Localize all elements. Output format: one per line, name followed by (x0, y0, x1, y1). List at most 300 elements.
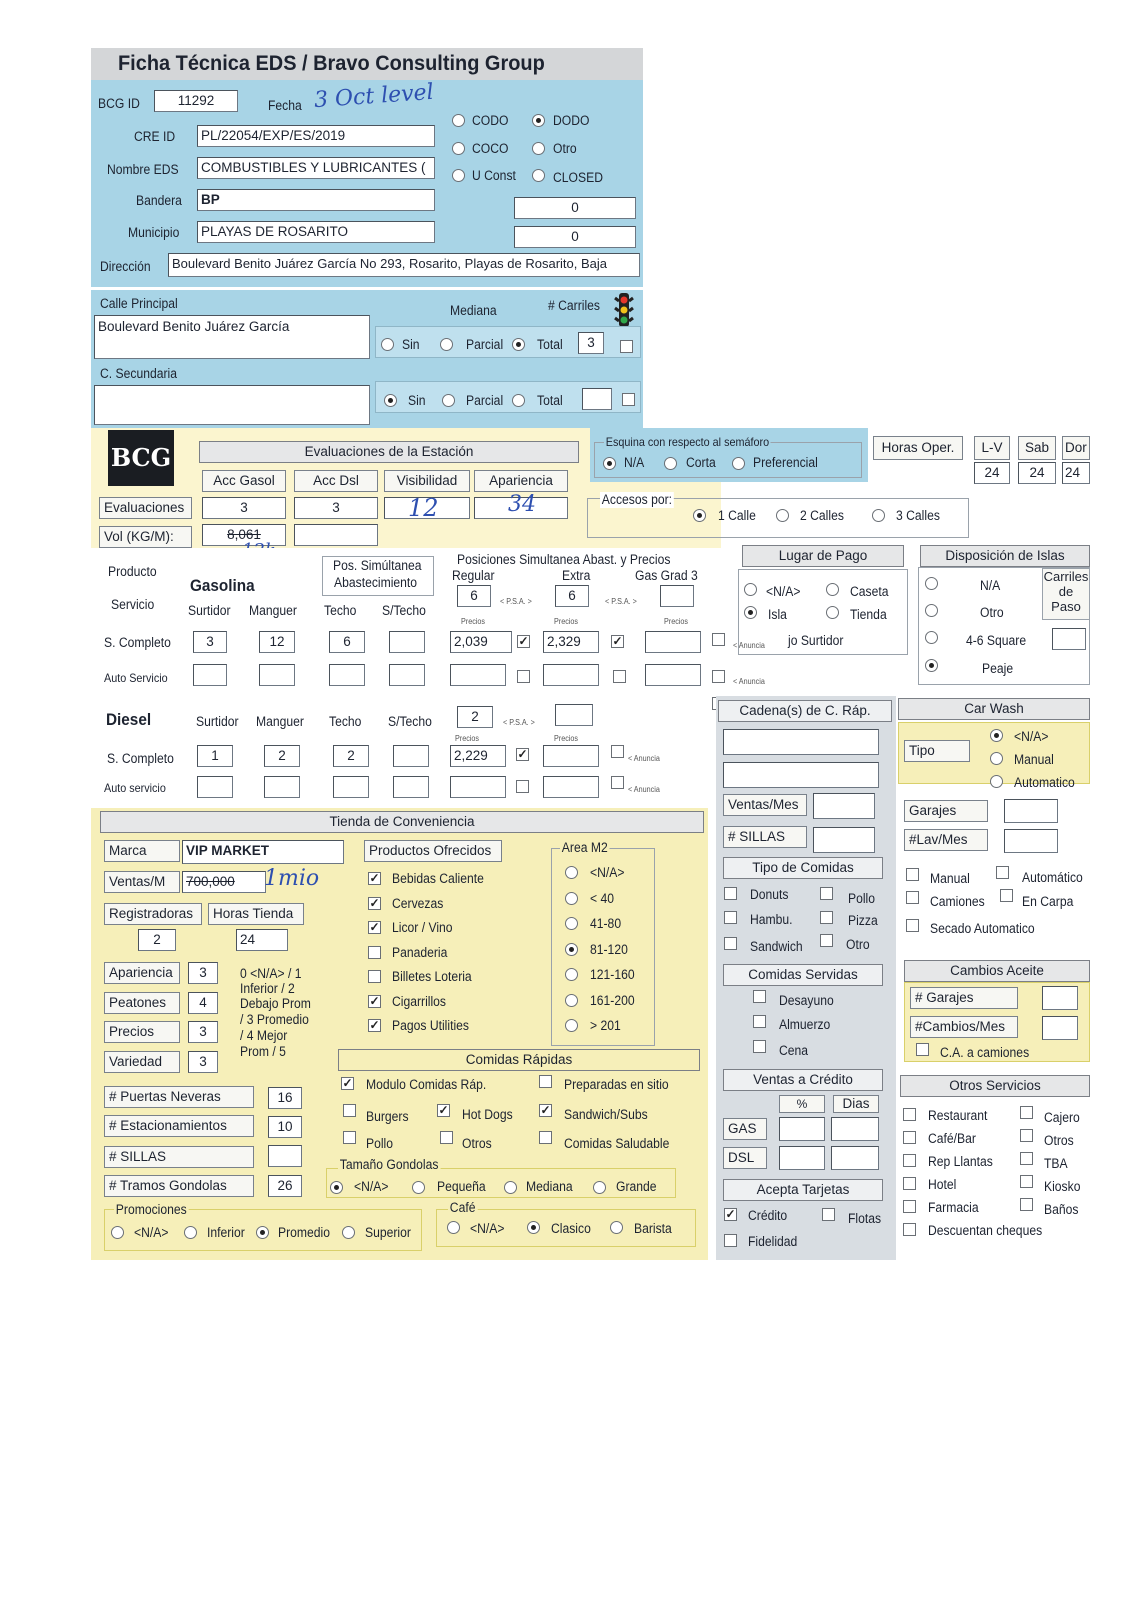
aceite-title: Cambios Aceite (904, 960, 1090, 982)
manguer-label: Manguer (249, 603, 297, 618)
gas-sc-extra-precio[interactable]: 2,329 (543, 631, 599, 653)
fidelidad-checkbox[interactable] (724, 1234, 737, 1247)
as-regular-checkbox[interactable] (517, 670, 530, 683)
dsl-as-stecho[interactable] (393, 776, 429, 798)
estac-field[interactable]: 10 (268, 1116, 302, 1138)
producto-label: Cigarrillos (392, 993, 447, 1009)
psa-2: < P.S.A. > (605, 597, 637, 606)
horas-lv-field[interactable]: 24 (974, 462, 1010, 484)
radio-uconst[interactable] (452, 169, 465, 182)
esquina-corta-label: Corta (686, 455, 716, 470)
horas-lv-label: L-V (974, 436, 1010, 460)
gondolas-title: Tamaño Gondolas (339, 1157, 439, 1172)
cad-otro-label: Otro (846, 937, 870, 952)
camiones-label: Camiones (930, 894, 985, 909)
pos-header: Posiciones Simultanea Abast. y Precios (457, 552, 671, 567)
pago-surtidor-label: jo Surtidor (788, 633, 844, 648)
almuerzo-checkbox[interactable] (753, 1015, 766, 1028)
precios-label-3: Precios (664, 617, 689, 626)
radio-promo-na[interactable] (111, 1226, 124, 1239)
radio-gondolas-pequena[interactable] (412, 1181, 425, 1194)
dsl-as-checkbox-2[interactable] (611, 776, 624, 789)
col-acc-dsl: Acc Dsl (294, 470, 378, 492)
techo-label: Techo (324, 603, 357, 618)
garajes-label: Garajes (904, 800, 988, 822)
aceite-garajes-field[interactable] (1042, 986, 1078, 1010)
cafe-clasico-label: Clasico (551, 1221, 591, 1236)
uconst-label: U Const (472, 168, 516, 183)
tramos-label: # Tramos Gondolas (104, 1175, 254, 1197)
diesel-manguer-label: Manguer (256, 714, 304, 729)
promo-promedio-label: Promedio (278, 1225, 331, 1240)
direccion-label: Dirección (100, 259, 151, 274)
dsl-as-anuncia: < Anuncia (628, 785, 660, 794)
cad-otro-checkbox[interactable] (820, 934, 833, 947)
radio-accesos-1[interactable] (693, 509, 706, 522)
cadenas-sillas-field[interactable] (813, 827, 875, 853)
bcg-id-label: BCG ID (98, 96, 140, 111)
gas3-pos-field[interactable] (660, 585, 694, 607)
apariencia-field[interactable]: 3 (188, 962, 218, 984)
radio-secundaria-sin[interactable] (384, 394, 397, 407)
precios-label-1: Precios (461, 617, 486, 626)
desayuno-checkbox[interactable] (753, 990, 766, 1003)
cena-checkbox[interactable] (753, 1040, 766, 1053)
gas-as-stecho[interactable] (389, 664, 425, 686)
radio-esquina-na[interactable] (603, 457, 616, 470)
secundaria-checkbox[interactable] (622, 393, 635, 406)
carpa-checkbox[interactable] (1000, 889, 1013, 902)
lav-field[interactable] (1004, 829, 1058, 853)
otros-servicio-label: Otros (1044, 1133, 1074, 1148)
bcg-id-field[interactable]: 11292 (154, 90, 238, 112)
otros-servicio-label: Hotel (928, 1177, 957, 1192)
saludable-checkbox[interactable] (539, 1131, 552, 1144)
comidas-servidas-title: Comidas Servidas (723, 964, 883, 986)
otros-servicio-checkbox[interactable] (1020, 1129, 1033, 1142)
area-radio[interactable] (565, 943, 578, 956)
sin-label: Sin (402, 337, 420, 352)
dsl-as-checkbox[interactable] (516, 780, 529, 793)
diesel-pos-field[interactable]: 2 (457, 706, 493, 728)
area-radio[interactable] (565, 968, 578, 981)
dsl-as-precio-2[interactable] (543, 776, 599, 798)
abast-label: Abastecimiento (334, 575, 418, 590)
sillas-field[interactable] (268, 1145, 302, 1167)
radio-accesos-3[interactable] (872, 509, 885, 522)
bcg-logo: BCG (108, 430, 174, 486)
islas-sq-label: 4-6 Square (966, 633, 1027, 648)
escala-5: Prom / 5 (240, 1044, 286, 1059)
ventas-field[interactable]: 700,000 (182, 871, 266, 893)
closed-label: CLOSED (553, 170, 603, 185)
area-radio[interactable] (565, 892, 578, 905)
col-acc-gasol: Acc Gasol (202, 470, 286, 492)
fidelidad-label: Fidelidad (748, 1234, 798, 1249)
cadenas-sillas-label: # SILLAS (723, 826, 807, 848)
gas-sc-gas3-precio[interactable] (645, 631, 701, 653)
producto-checkbox[interactable] (368, 946, 381, 959)
otros-servicio-checkbox[interactable] (1020, 1106, 1033, 1119)
mediana-label: Mediana (450, 303, 497, 318)
radio-pago-caseta[interactable] (826, 583, 839, 596)
diesel-stecho-label: S/Techo (388, 714, 432, 729)
ca-camiones-checkbox[interactable] (916, 1043, 929, 1056)
gas-as-manguer[interactable] (259, 664, 295, 686)
gas-sc-surtidor[interactable]: 3 (193, 631, 227, 653)
puertas-field[interactable]: 16 (268, 1087, 302, 1109)
gas-sc-techo[interactable]: 6 (329, 631, 365, 653)
cad-pollo-checkbox[interactable] (820, 887, 833, 900)
hotdogs-checkbox[interactable]: ✓ (438, 1103, 449, 1117)
area-radio[interactable] (565, 917, 578, 930)
psa-1: < P.S.A. > (500, 597, 532, 606)
escala-2: Debajo Prom (240, 996, 311, 1011)
radio-principal-sin[interactable] (381, 338, 394, 351)
radio-islas-na[interactable] (925, 577, 938, 590)
surtidor-label: Surtidor (188, 603, 231, 618)
municipio-field[interactable]: PLAYAS DE ROSARITO (197, 221, 435, 243)
radio-promo-promedio[interactable] (256, 1226, 269, 1239)
otros-servicio-checkbox[interactable] (1020, 1175, 1033, 1188)
radio-pago-isla[interactable] (744, 606, 757, 619)
vol-field-2[interactable] (294, 524, 378, 546)
dsl-sc-precio[interactable]: 2,229 (450, 745, 506, 767)
dsl-as-manguer[interactable] (264, 776, 300, 798)
cadenas-field-1[interactable] (723, 729, 879, 755)
burgers-checkbox[interactable] (343, 1104, 356, 1117)
peatones-field[interactable]: 4 (188, 992, 218, 1014)
ventas-label: Ventas/M (104, 871, 180, 893)
islas-na-label: N/A (980, 578, 1001, 593)
radio-codo[interactable] (452, 114, 465, 127)
marca-field[interactable]: VIP MARKET (182, 840, 344, 864)
tarjetas-title: Acepta Tarjetas (723, 1179, 883, 1201)
desayuno-label: Desayuno (779, 993, 834, 1008)
producto-checkbox[interactable]: ✓ (369, 993, 380, 1008)
otros-servicio-checkbox[interactable] (1020, 1152, 1033, 1165)
otros-servicio-label: Farmacia (928, 1200, 979, 1215)
extra-pos-field[interactable]: 6 (555, 585, 589, 607)
carriles-field[interactable]: 3 (578, 332, 604, 354)
evaluaciones-row-label: Evaluaciones (99, 497, 192, 519)
precios-label-2: Precios (554, 617, 579, 626)
radio-cafe-barista[interactable] (610, 1221, 623, 1234)
radio-promo-superior[interactable] (342, 1226, 355, 1239)
evaluaciones-title: Evaluaciones de la Estación (199, 441, 579, 463)
radio-closed[interactable] (532, 169, 545, 182)
ca-camiones-label: C.A. a camiones (940, 1045, 1030, 1060)
preparadas-label: Preparadas en sitio (564, 1077, 669, 1092)
otros-servicio-checkbox[interactable] (903, 1223, 916, 1236)
otros-servicio-label: TBA (1044, 1156, 1068, 1171)
automatico-label: Automático (1022, 870, 1083, 885)
radio-carwash-manual[interactable] (990, 752, 1003, 765)
radio-carwash-na[interactable] (990, 729, 1003, 742)
precios-field[interactable]: 3 (188, 1021, 218, 1043)
otros-servicio-checkbox[interactable] (903, 1131, 916, 1144)
radio-islas-otro[interactable] (925, 604, 938, 617)
radio-gondolas-grande[interactable] (593, 1181, 606, 1194)
anuncia-label-2: < Anuncia (733, 677, 765, 686)
calle-principal-label: Calle Principal (100, 296, 178, 311)
radio-dodo[interactable] (532, 114, 545, 127)
radio-promo-inferior[interactable] (184, 1226, 197, 1239)
otros-servicio-checkbox[interactable] (903, 1108, 916, 1121)
sin-label-2: Sin (408, 393, 426, 408)
carriles-checkbox[interactable] (620, 340, 633, 353)
diesel-auto-servicio-label: Auto servicio (104, 781, 166, 795)
dsl-as-techo[interactable] (333, 776, 369, 798)
cadenas-field-2[interactable] (723, 762, 879, 788)
col-apariencia: Apariencia (474, 470, 568, 492)
radio-islas-peaje[interactable] (925, 659, 938, 672)
tarjeta-credito-checkbox[interactable]: ✓ (725, 1207, 736, 1221)
producto-checkbox[interactable]: ✓ (369, 1018, 380, 1032)
radio-gondolas-mediana[interactable] (504, 1181, 517, 1194)
pago-na-label: <N/A> (766, 584, 801, 599)
bandera-field[interactable]: BP (197, 189, 435, 211)
hambu-checkbox[interactable] (724, 911, 737, 924)
secado-checkbox[interactable] (906, 919, 919, 932)
sillas-label: # SILLAS (104, 1146, 254, 1168)
preparadas-checkbox[interactable] (539, 1075, 552, 1088)
area-radio[interactable] (565, 866, 578, 879)
dsl-anuncia-checkbox-2[interactable] (611, 745, 624, 758)
cre-id-field[interactable]: PL/22054/EXP/ES/2019 (197, 125, 435, 147)
eval-acc-dsl[interactable]: 3 (294, 497, 378, 519)
calle-secundaria-field[interactable] (94, 385, 370, 425)
as-extra-checkbox[interactable] (613, 670, 626, 683)
producto-label: Billetes Loteria (392, 969, 472, 984)
gas-sc-regular-precio[interactable]: 2,039 (450, 631, 512, 653)
tramos-field[interactable]: 26 (268, 1175, 302, 1197)
automatico-checkbox[interactable] (996, 866, 1009, 879)
marca-label: Marca (104, 840, 180, 862)
municipio-label: Municipio (128, 225, 180, 240)
producto-label: Bebidas Caliente (392, 871, 484, 886)
dsl-sc-surtidor[interactable]: 1 (197, 745, 233, 767)
calle-principal-field[interactable]: Boulevard Benito Juárez García (94, 315, 370, 359)
credito-gas-dias[interactable] (831, 1117, 879, 1141)
dsl-sc-techo[interactable]: 2 (333, 745, 369, 767)
gas-as-regular-precio[interactable] (450, 664, 506, 686)
variedad-field[interactable]: 3 (188, 1051, 218, 1073)
radio-esquina-corta[interactable] (664, 457, 677, 470)
otros-servicio-checkbox[interactable] (1020, 1198, 1033, 1211)
direccion-field[interactable]: Boulevard Benito Juárez García No 293, Rosarito, Playas de Rosarito, Baja (168, 253, 640, 277)
producto-checkbox[interactable]: ✓ (369, 920, 380, 934)
modulo-label: Modulo Comidas Ráp. (366, 1077, 487, 1092)
modulo-checkbox[interactable]: ✓ (342, 1076, 353, 1090)
otros-servicio-checkbox[interactable] (903, 1200, 916, 1213)
radio-cafe-clasico[interactable] (527, 1221, 540, 1234)
comidas-rapidas-title: Comidas Rápidas (338, 1049, 700, 1071)
camiones-checkbox[interactable] (906, 891, 919, 904)
radio-esquina-pref[interactable] (732, 457, 745, 470)
nombre-eds-field[interactable]: COMBUSTIBLES Y LUBRICANTES ( (197, 157, 435, 179)
pizza-label: Pizza (848, 913, 878, 928)
gondolas-pequena-label: Pequeña (437, 1179, 486, 1194)
promo-title: Promociones (115, 1202, 187, 1217)
hw-visibilidad: 12 (408, 494, 439, 522)
accesos-2-label: 2 Calles (800, 508, 844, 523)
regular-pos-field[interactable]: 6 (457, 585, 491, 607)
regular-anuncia-checkbox[interactable]: ✓ (518, 634, 529, 648)
carriles-paso-label: Carriles de Paso (1042, 568, 1090, 620)
producto-label: Pagos Utilities (392, 1018, 469, 1033)
horas-sab-field[interactable]: 24 (1018, 462, 1056, 484)
otros-servicio-checkbox[interactable] (903, 1177, 916, 1190)
radio-secundaria-parcial[interactable] (442, 394, 455, 407)
s-completo-label: S. Completo (104, 635, 171, 650)
area-label: > 201 (590, 1018, 621, 1033)
vol-field[interactable]: 8,061 (202, 524, 286, 546)
producto-checkbox[interactable]: ✓ (369, 895, 380, 910)
radio-coco[interactable] (452, 142, 465, 155)
gas-sc-manguer[interactable]: 12 (259, 631, 295, 653)
dsl-as-surtidor[interactable] (197, 776, 233, 798)
traffic-light-icon (614, 292, 634, 328)
radio-gondolas-na[interactable] (330, 1181, 343, 1194)
flotas-checkbox[interactable] (822, 1208, 835, 1221)
islas-otro-label: Otro (980, 605, 1004, 620)
diesel-psa: < P.S.A. > (503, 718, 535, 727)
area-radio[interactable] (565, 1019, 578, 1032)
regular-label: Regular (452, 568, 495, 583)
coco-label: COCO (472, 141, 509, 156)
horas-dom-label: Dor (1062, 436, 1090, 460)
total-label-2: Total (537, 393, 563, 408)
dsl-anuncia-checkbox[interactable]: ✓ (517, 747, 528, 761)
carpa-label: En Carpa (1022, 894, 1074, 909)
radio-cafe-na[interactable] (447, 1221, 460, 1234)
productos-title: Productos Ofrecidos (364, 840, 502, 862)
pollo-label: Pollo (366, 1136, 394, 1151)
extra-anuncia-checkbox[interactable]: ✓ (612, 634, 623, 648)
saludable-label: Comidas Saludable (564, 1136, 670, 1151)
garajes-field[interactable] (1004, 799, 1058, 823)
pollo-checkbox[interactable] (343, 1131, 356, 1144)
radio-pago-na[interactable] (744, 583, 757, 596)
carriles-paso-field[interactable] (1052, 628, 1086, 650)
radio-accesos-2[interactable] (776, 509, 789, 522)
producto-label: Panaderia (392, 944, 448, 960)
secundaria-carriles-field[interactable] (582, 388, 612, 410)
cad-sandwich-checkbox[interactable] (724, 937, 737, 950)
donuts-label: Donuts (750, 887, 789, 902)
otros-servicio-checkbox[interactable] (903, 1154, 916, 1167)
diesel-precios-2: Precios (554, 734, 579, 743)
form-title: Ficha Técnica EDS / Bravo Consulting Group (118, 52, 545, 75)
gas3-anuncia-checkbox[interactable] (712, 633, 725, 646)
dsl-sc-stecho[interactable] (393, 745, 429, 767)
area-title: Area M2 (561, 840, 608, 855)
hotdogs-label: Hot Dogs (462, 1107, 513, 1122)
manual-checkbox[interactable] (906, 868, 919, 881)
cad-pollo-label: Pollo (848, 891, 876, 906)
lav-label: #Lav/Mes (904, 829, 988, 851)
diesel-pos-field-2[interactable] (555, 704, 593, 726)
radio-principal-parcial[interactable] (440, 338, 453, 351)
parcial-label-2: Parcial (466, 393, 504, 408)
radio-otro[interactable] (532, 142, 545, 155)
diesel-techo-label: Techo (329, 714, 362, 729)
aceite-cambios-field[interactable] (1042, 1016, 1078, 1040)
burgers-label: Burgers (366, 1109, 409, 1124)
gas-as-techo[interactable] (329, 664, 365, 686)
apariencia-label: Apariencia (104, 962, 180, 984)
horas-dom-field[interactable]: 24 (1062, 462, 1090, 484)
radio-islas-sq[interactable] (925, 631, 938, 644)
as-gas3-checkbox[interactable] (712, 670, 725, 683)
gas-as-gas3-precio[interactable] (645, 664, 701, 686)
estac-label: # Estacionamientos (104, 1115, 254, 1137)
cadenas-ventas-field[interactable] (813, 793, 875, 819)
otros-servicio-label: Café/Bar (928, 1131, 976, 1146)
calle-secundaria-label: C. Secundaria (100, 366, 178, 381)
otros-checkbox[interactable] (440, 1131, 453, 1144)
registradoras-field[interactable]: 2 (138, 929, 176, 951)
escala-3: / 3 Promedio (240, 1012, 309, 1027)
carwash-na-label: <N/A> (1014, 729, 1049, 744)
fecha-label: Fecha (268, 98, 302, 113)
credito-dsl-dias[interactable] (831, 1146, 879, 1170)
horas-tienda-field[interactable]: 24 (236, 929, 288, 951)
registradoras-label: Registradoras (104, 903, 202, 925)
credito-dsl-pct[interactable] (779, 1146, 825, 1170)
dsl-sc-manguer[interactable]: 2 (264, 745, 300, 767)
tarjeta-credito-label: Crédito (748, 1208, 788, 1223)
credito-gas-pct[interactable] (779, 1117, 825, 1141)
gas-as-extra-precio[interactable] (543, 664, 599, 686)
gas-as-surtidor[interactable] (193, 664, 227, 686)
donuts-checkbox[interactable] (724, 887, 737, 900)
credito-dias-label: Dias (833, 1095, 879, 1113)
diesel-s-completo-label: S. Completo (107, 751, 174, 766)
area-radio[interactable] (565, 994, 578, 1007)
esquina-na-label: N/A (624, 455, 645, 470)
pos-sim-label: Pos. Simúltanea (333, 558, 422, 573)
cad-sandwich-label: Sandwich (750, 939, 803, 954)
credito-dsl-label: DSL (723, 1147, 767, 1169)
eval-acc-gasol[interactable]: 3 (202, 497, 286, 519)
radio-principal-total[interactable] (512, 338, 525, 351)
producto-checkbox[interactable] (368, 970, 381, 983)
pago-isla-label: Isla (768, 607, 787, 622)
accesos-title: Accesos por: (601, 492, 673, 507)
peatones-label: Peatones (104, 992, 180, 1014)
dsl-as-precio[interactable] (450, 776, 506, 798)
number-field-2[interactable]: 0 (514, 226, 636, 248)
cadenas-ventas-label: Ventas/Mes (723, 794, 807, 816)
extra-label: Extra (562, 568, 591, 583)
producto-checkbox[interactable]: ✓ (369, 871, 380, 885)
pizza-checkbox[interactable] (820, 911, 833, 924)
auto-servicio-label: Auto Servicio (104, 671, 168, 685)
pago-anuncia: < Anuncia (733, 641, 765, 650)
sandwich-subs-checkbox[interactable]: ✓ (540, 1103, 551, 1117)
parcial-label: Parcial (466, 337, 504, 352)
number-field-1[interactable]: 0 (514, 197, 636, 219)
radio-pago-tienda[interactable] (826, 606, 839, 619)
radio-carwash-auto[interactable] (990, 775, 1003, 788)
tienda-title: Tienda de Conveniencia (100, 811, 704, 833)
gondolas-grande-label: Grande (616, 1179, 657, 1194)
gas-sc-stecho[interactable] (389, 631, 425, 653)
dsl-sc-precio-2[interactable] (543, 745, 599, 767)
radio-secundaria-total[interactable] (512, 394, 525, 407)
